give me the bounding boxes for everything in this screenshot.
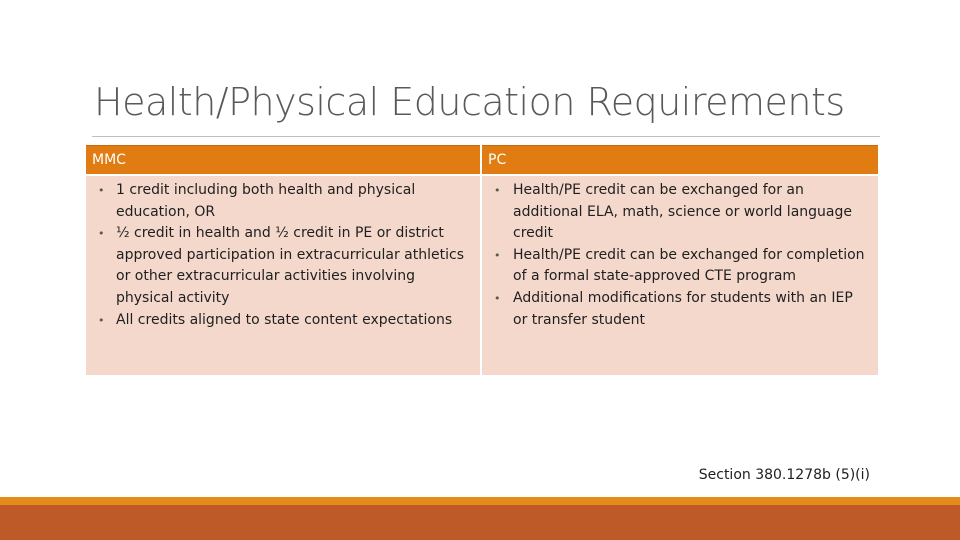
table-cell-mmc: [86, 176, 480, 375]
bullet-icon: •: [98, 184, 105, 197]
list-item: [494, 180, 868, 245]
list-item: [98, 180, 470, 223]
bullet-text: Health/PE credit can be exchanged for an additional ELA, math, science or world language credit: [513, 182, 852, 242]
section-citation: Section 380.1278b (5)(i): [698, 467, 870, 483]
list-item: [494, 245, 868, 288]
bullet-icon: •: [494, 248, 501, 262]
bullet-icon: •: [98, 227, 105, 241]
table-cell-pc: [482, 176, 878, 375]
table-header-mmc: MMC: [86, 145, 480, 174]
bullet-text: 1 credit including both health and physical education, OR: [116, 182, 416, 220]
mmc-bullet-list: [98, 180, 470, 331]
bullet-icon: •: [494, 184, 501, 197]
bullet-text: Health/PE credit can be exchanged for completion of a formal state-approved CTE program: [513, 246, 865, 285]
list-item: [494, 288, 868, 331]
slide-title: Health/Physical Education Requirements: [94, 80, 845, 124]
footer-bar: [0, 505, 960, 540]
list-item: [98, 310, 470, 332]
bullet-text: Additional modifications for students with an IEP or transfer student: [513, 289, 853, 328]
table-header-pc: PC: [482, 145, 878, 174]
title-divider: [92, 136, 880, 137]
list-item: [98, 223, 470, 309]
requirements-table: [86, 145, 878, 375]
bullet-icon: •: [494, 291, 501, 305]
bullet-text: All credits aligned to state content expectations: [116, 311, 453, 328]
bullet-text: ½ credit in health and ½ credit in PE or district approved participation in extracurricular athletics or other extracurricular activities involving physical activity: [116, 225, 464, 306]
footer-accent-stripe: [0, 497, 960, 505]
bullet-icon: •: [98, 313, 105, 327]
pc-bullet-list: [494, 180, 868, 331]
